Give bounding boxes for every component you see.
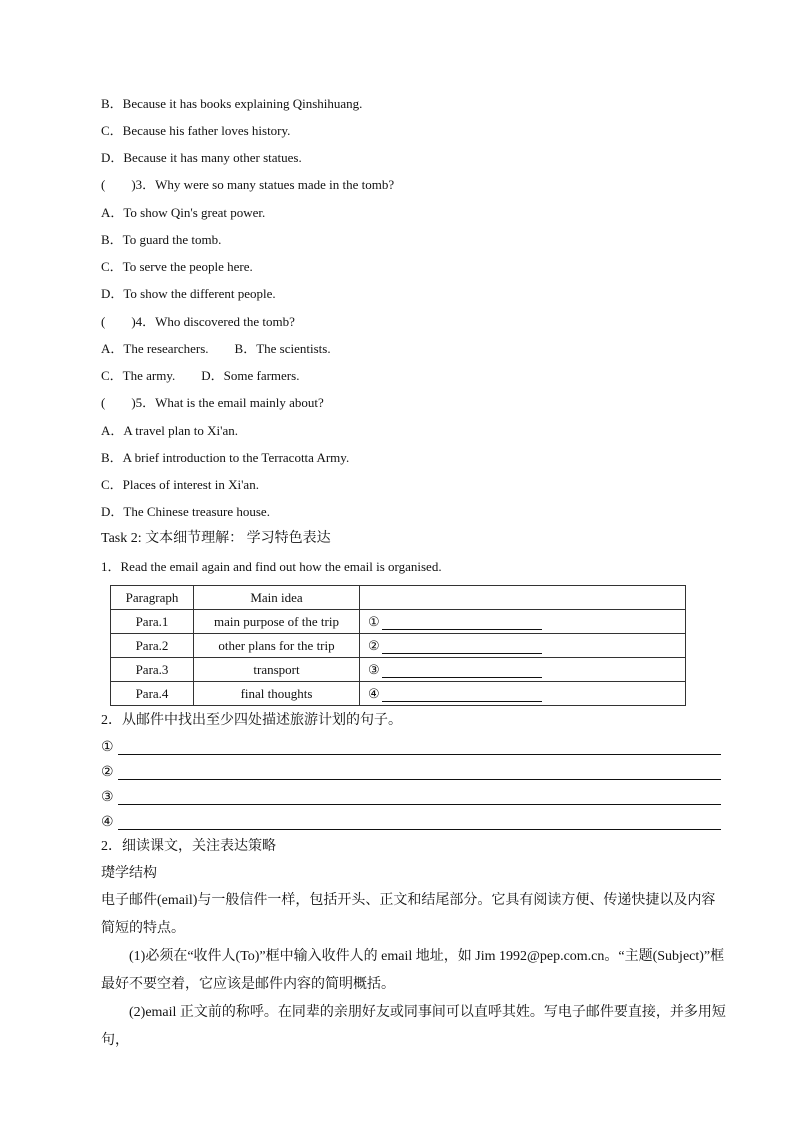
q3-option-b: B．To guard the tomb. (101, 232, 222, 247)
q3-option-a: A．To show Qin's great power. (101, 205, 266, 220)
structure-paragraph-2: (1)必须在“收件人(To)”框中输入收件人的 email 地址，如 Jim 1992@pep.com.cn。“主题(Subject)”框最好不要空着，它应该是邮件内容的简明概括。 (101, 949, 725, 992)
q2-option-d: D．Because it has many other statues. (101, 150, 302, 165)
q5-option-b: B．A brief introduction to the Terracotta Army. (101, 450, 350, 465)
table-header-main-idea: Main idea (194, 586, 360, 610)
sentence-blank-2[interactable] (101, 764, 721, 782)
table-cell-paragraph: Para.1 (111, 610, 194, 634)
q4-stem: ( )4．Who discovered the tomb? (101, 314, 295, 329)
table-cell-main-idea: transport (194, 658, 360, 682)
table-header-row (111, 586, 686, 610)
q3-option-c: C．To serve the people here. (101, 259, 253, 274)
answer-blank[interactable] (382, 663, 542, 678)
q3-option-d: D．To show the different people. (101, 286, 276, 301)
table-cell-main-idea: final thoughts (194, 682, 360, 706)
q3-stem: ( )3．Why were so many statues made in the tomb? (101, 177, 395, 192)
blank-number-marker: ① (101, 740, 114, 755)
table-answer-cell[interactable] (360, 682, 686, 706)
q5-option-c: C．Places of interest in Xi'an. (101, 477, 259, 492)
table-header-paragraph: Paragraph (111, 586, 194, 610)
answer-number-marker: ① (368, 613, 380, 629)
organisation-table (110, 585, 686, 706)
answer-number-marker: ② (368, 637, 380, 653)
q2-option-b: B．Because it has books explaining Qinshihuang. (101, 96, 363, 111)
blank-number-marker: ③ (101, 790, 114, 805)
sentence-blank-3[interactable] (101, 789, 721, 807)
task2-instruction-3: 2．细读课文，关注表达策略 (101, 839, 276, 854)
answer-line[interactable] (118, 754, 721, 755)
sentence-blank-1[interactable] (101, 739, 721, 757)
table-cell-paragraph: Para.3 (111, 658, 194, 682)
table-answer-cell[interactable] (360, 610, 686, 634)
answer-blank[interactable] (382, 639, 542, 654)
table-answer-cell[interactable] (360, 658, 686, 682)
answer-line[interactable] (118, 804, 721, 805)
answer-line[interactable] (118, 829, 721, 830)
table-row (111, 610, 686, 634)
task2-instruction-2: 2．从邮件中找出至少四处描述旅游计划的句子。 (101, 713, 402, 728)
answer-line[interactable] (118, 779, 721, 780)
structure-paragraph-1: 电子邮件(email)与一般信件一样，包括开头、正文和结尾部分。它具有阅读方便、传递快捷以及内容简短的特点。 (101, 893, 716, 936)
task2-heading: Task 2: 文本细节理解： 学习特色表达 (101, 531, 331, 546)
answer-blank[interactable] (382, 615, 542, 630)
table-row (111, 682, 686, 706)
q4-options-ab: A．The researchers. B．The scientists. (101, 341, 331, 356)
q5-option-d: D．The Chinese treasure house. (101, 504, 270, 519)
structure-paragraph-3: (2)email 正文前的称呼。在同辈的亲朋好友或同事间可以直呼其姓。写电子邮件要直接，并多用短句， (101, 1005, 726, 1048)
table-cell-paragraph: Para.4 (111, 682, 194, 706)
task2-instruction-1: 1．Read the email again and find out how the email is organised. (101, 559, 442, 574)
q5-stem: ( )5．What is the email mainly about? (101, 395, 324, 410)
table-row (111, 658, 686, 682)
answer-number-marker: ④ (368, 685, 380, 701)
table-cell-main-idea: main purpose of the trip (194, 610, 360, 634)
sentence-blank-4[interactable] (101, 814, 721, 832)
answer-number-marker: ③ (368, 661, 380, 677)
table-answer-cell[interactable] (360, 634, 686, 658)
q4-options-cd: C．The army. D．Some farmers. (101, 368, 300, 383)
table-header-blank (360, 586, 686, 610)
table-row (111, 634, 686, 658)
answer-blank[interactable] (382, 687, 542, 702)
q5-option-a: A．A travel plan to Xi'an. (101, 423, 239, 438)
blank-number-marker: ② (101, 765, 114, 780)
table-cell-paragraph: Para.2 (111, 634, 194, 658)
blank-number-marker: ④ (101, 815, 114, 830)
q2-option-c: C．Because his father loves history. (101, 123, 291, 138)
table-cell-main-idea: other plans for the trip (194, 634, 360, 658)
structure-heading: 璴学结构 (101, 866, 157, 881)
